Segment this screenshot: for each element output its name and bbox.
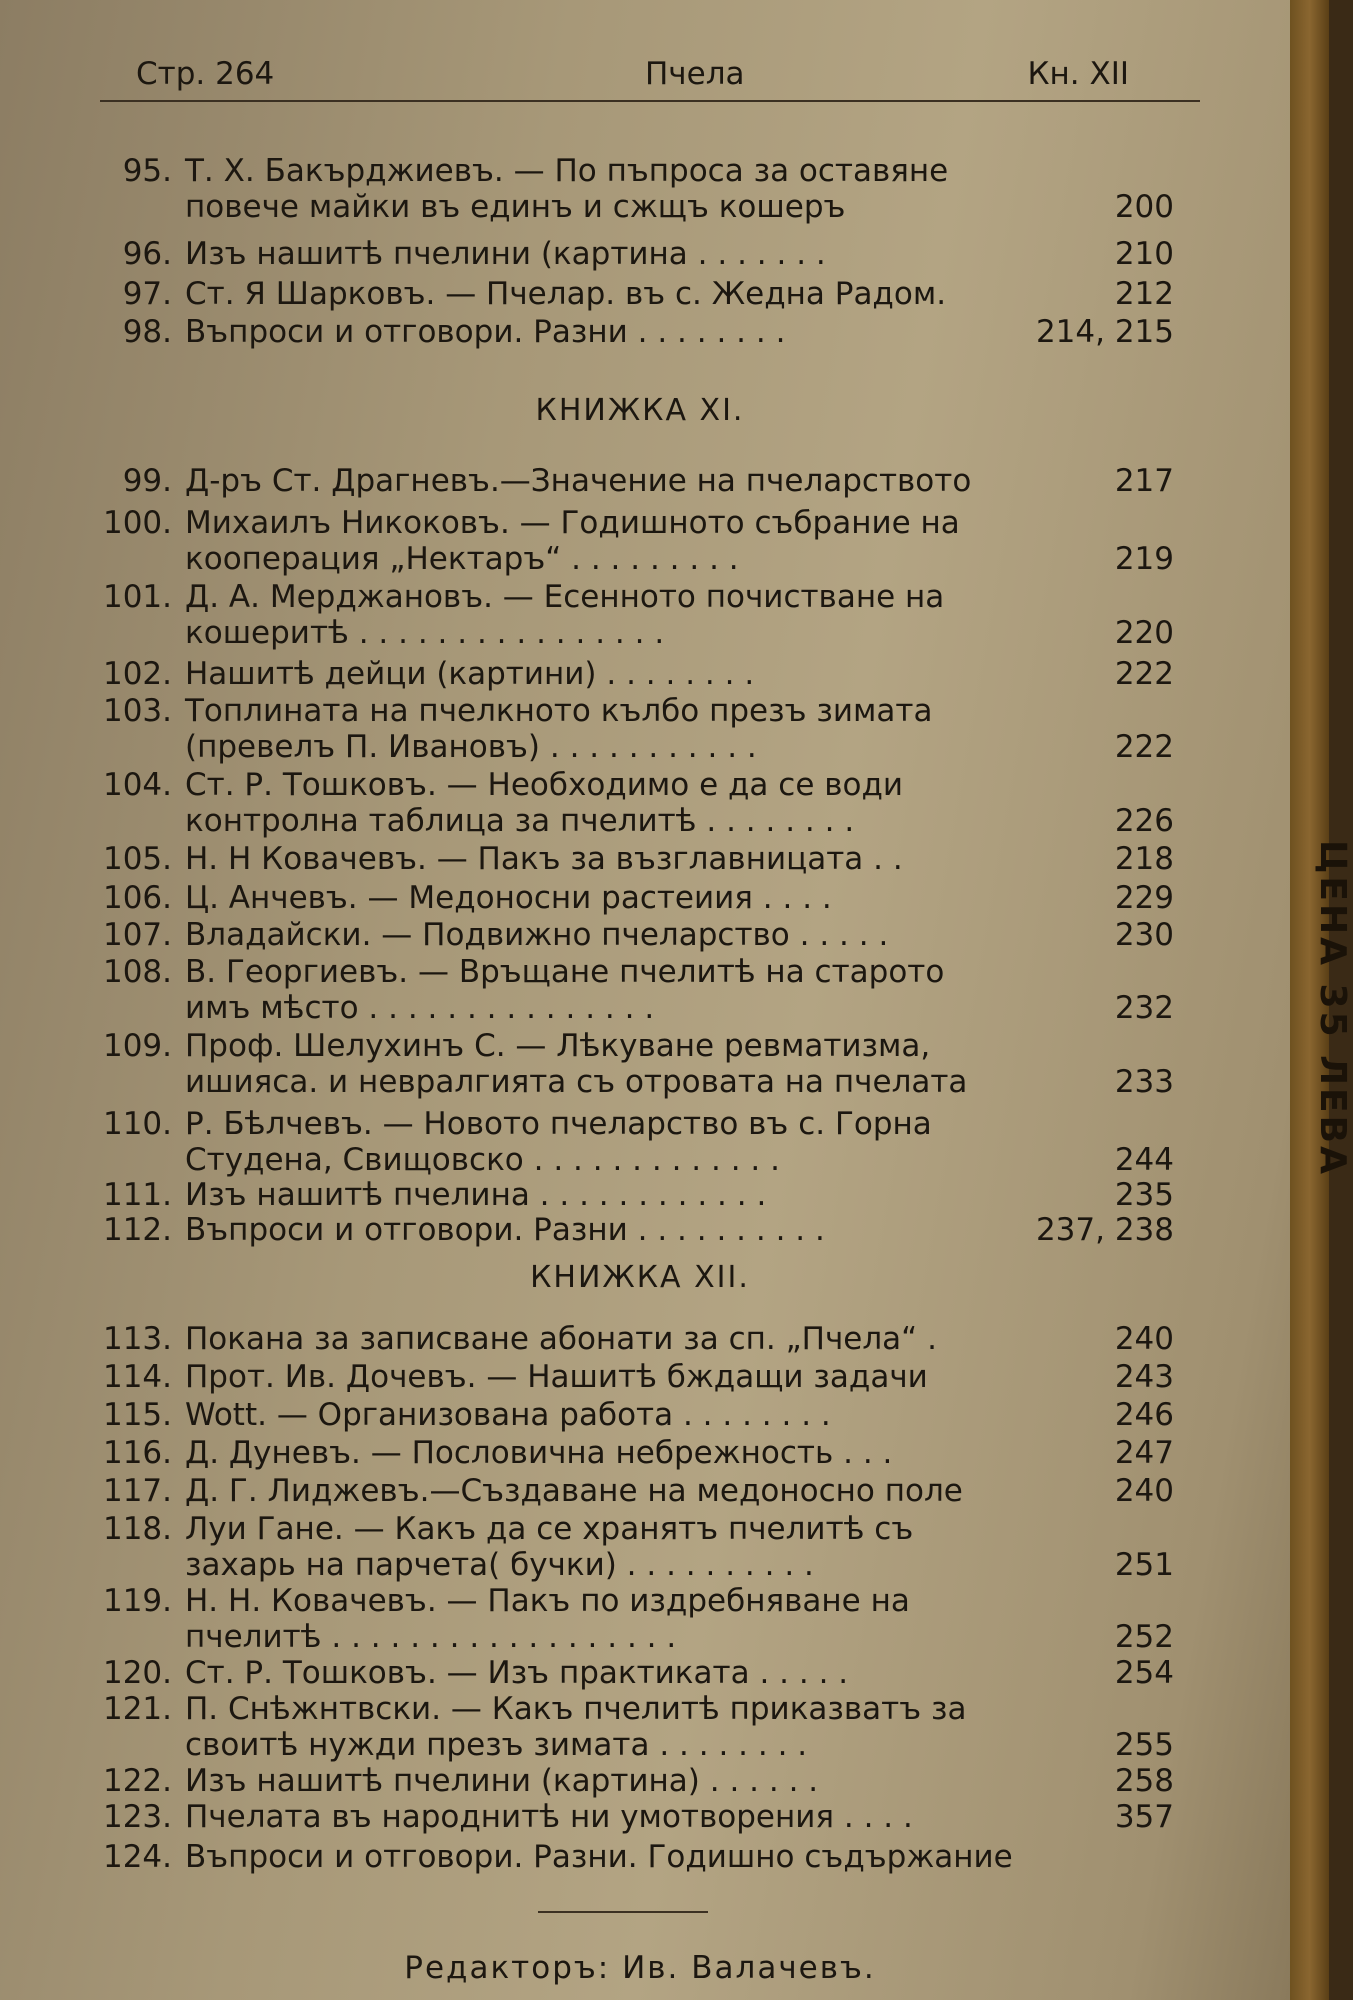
- entry-page: 247: [1114, 1435, 1174, 1471]
- entry-text: Т. Х. Бакърджиевъ. — По пъпроса за оставяне: [185, 153, 949, 189]
- entry-page: 229: [1114, 880, 1174, 916]
- entry-number: 118.: [102, 1511, 172, 1547]
- entry-text: Топлината на пчелкното кълбо презъ зимата: [185, 693, 933, 729]
- entry-number: 98.: [122, 314, 172, 350]
- entry-text: кошеритѣ . . . . . . . . . . . . . . . .: [185, 615, 665, 651]
- entry-page: 220: [1114, 615, 1174, 651]
- toc-entry-line: [100, 313, 1180, 351]
- entry-number: 114.: [102, 1359, 172, 1395]
- entry-text: Ст. Р. Тошковъ. — Изъ практиката . . . . .: [185, 1655, 849, 1691]
- entry-number: 112.: [102, 1212, 172, 1248]
- entry-text: Въпроси и отговори. Разни . . . . . . . . . .: [185, 1212, 825, 1248]
- toc-entry-line: [100, 1027, 1180, 1065]
- entry-page: 246: [1114, 1397, 1174, 1433]
- entry-text: Ст. Р. Тошковъ. — Необходимо е да се води: [185, 767, 904, 803]
- entry-number: 113.: [102, 1321, 172, 1357]
- toc-entry-line: [100, 766, 1180, 804]
- entry-page: 218: [1114, 841, 1174, 877]
- running-header: [100, 52, 1165, 102]
- entry-text: (превелъ П. Ивановъ) . . . . . . . . . . .: [185, 729, 757, 765]
- entry-number: 102.: [102, 656, 172, 692]
- entry-number: 99.: [122, 463, 172, 499]
- entry-page: 222: [1114, 656, 1174, 692]
- entry-page: 233: [1114, 1064, 1174, 1100]
- entry-text: ишияса. и невралгията съ отровата на пчелата: [185, 1064, 968, 1100]
- entry-text: повече майки въ единъ и сжщъ кошеръ: [185, 189, 846, 225]
- toc-entry-line: [100, 916, 1180, 954]
- entry-text: контролна таблица за пчелитѣ . . . . . . . .: [185, 803, 855, 839]
- entry-page: 357: [1114, 1799, 1174, 1835]
- toc-entry-line: [100, 728, 1180, 766]
- entry-page: 240: [1114, 1321, 1174, 1357]
- toc-entry-line: [100, 1472, 1180, 1510]
- entry-number: 117.: [102, 1473, 172, 1509]
- entry-number: 97.: [122, 276, 172, 312]
- entry-number: 101.: [102, 579, 172, 615]
- entry-number: 108.: [102, 954, 172, 990]
- entry-text: Н. Н Ковачевъ. — Пакъ за възглавницата . .: [185, 841, 903, 877]
- entry-text: Ц. Анчевъ. — Медоносни растеиия . . . .: [185, 880, 832, 916]
- entry-text: В. Георгиевъ. — Връщане пчелитѣ на старото: [185, 954, 945, 990]
- entry-text: Пчелата въ народнитѣ ни умотворения . . . .: [185, 1799, 913, 1835]
- entry-number: 122.: [102, 1763, 172, 1799]
- entry-page: 219: [1114, 541, 1174, 577]
- toc-entry-line: [100, 692, 1180, 730]
- entry-number: 105.: [102, 841, 172, 877]
- entry-number: 100.: [102, 505, 172, 541]
- toc-entry-line: [100, 1690, 1180, 1728]
- journal-title: Пчела: [645, 56, 745, 92]
- entry-text: Студена, Свищовско . . . . . . . . . . . . .: [185, 1142, 780, 1178]
- entry-number: 124.: [102, 1839, 172, 1875]
- entry-text: захарь на парчета( бучки) . . . . . . . . . .: [185, 1547, 814, 1583]
- entry-page: 258: [1114, 1763, 1174, 1799]
- entry-page: 200: [1114, 189, 1174, 225]
- toc-entry-line: [100, 504, 1180, 542]
- entry-text: Прот. Ив. Дочевъ. — Нашитѣ бждащи задачи: [185, 1359, 928, 1395]
- toc-entry-line: [100, 802, 1180, 840]
- toc-entry-line: [100, 614, 1180, 652]
- book-number: Кн. XII: [1027, 56, 1129, 92]
- toc-entry-line: [100, 1726, 1180, 1764]
- entry-text: Ст. Я Шарковъ. — Пчелар. въ с. Жедна Радом.: [185, 276, 947, 312]
- entry-number: 121.: [102, 1691, 172, 1727]
- toc-entry-line: [100, 1510, 1180, 1548]
- entry-page: 235: [1114, 1177, 1174, 1213]
- entry-number: 110.: [102, 1106, 172, 1142]
- entry-page: 252: [1114, 1619, 1174, 1655]
- entry-number: 116.: [102, 1435, 172, 1471]
- toc-entry-line: [100, 1176, 1180, 1214]
- entry-text: Владайски. — Подвижно пчеларство . . . . .: [185, 917, 889, 953]
- entry-page: 217: [1114, 463, 1174, 499]
- toc-entry-line: [100, 1063, 1180, 1101]
- toc-entry-line: [100, 1762, 1180, 1800]
- header-rule: [100, 100, 1200, 102]
- entry-text: Н. Н. Ковачевъ. — Пакъ по издребняване на: [185, 1583, 910, 1619]
- entry-text: Проф. Шелухинъ С. — Лѣкуване ревматизма,: [185, 1028, 931, 1064]
- toc-entry-line: [100, 1211, 1180, 1249]
- toc-entry-line: [100, 1654, 1180, 1692]
- toc-entry-line: [100, 1798, 1180, 1836]
- spine-label: ЦЕНА 35 ЛЕВА: [1312, 840, 1353, 1177]
- entry-text: кооперация „Нектаръ“ . . . . . . . . .: [185, 541, 739, 577]
- entry-page: 255: [1114, 1727, 1174, 1763]
- toc-entry-line: [100, 655, 1180, 693]
- entry-text: Д. Г. Лиджевъ.—Създаване на медоносно поле: [185, 1473, 963, 1509]
- toc-entry-line: [100, 840, 1180, 878]
- entry-page: 251: [1114, 1547, 1174, 1583]
- toc-entry-line: [100, 1546, 1180, 1584]
- entry-text: пчелитѣ . . . . . . . . . . . . . . . . . .: [185, 1619, 677, 1655]
- entry-number: 120.: [102, 1655, 172, 1691]
- toc-entry-line: [100, 989, 1180, 1027]
- toc-entry-line: [100, 953, 1180, 991]
- toc-entry-line: [100, 1358, 1180, 1396]
- entry-page: 212: [1114, 276, 1174, 312]
- entry-page: 222: [1114, 729, 1174, 765]
- entry-number: 111.: [102, 1177, 172, 1213]
- entry-number: 103.: [102, 693, 172, 729]
- entry-text: Въпроси и отговори. Разни. Годишно съдържание: [185, 1839, 1013, 1875]
- entry-number: 123.: [102, 1799, 172, 1835]
- entry-text: Д. Дуневъ. — Пословична небрежность . . .: [185, 1435, 893, 1471]
- entry-number: 107.: [102, 917, 172, 953]
- entry-page: 237, 238: [1035, 1212, 1174, 1248]
- toc-entry-line: [100, 1105, 1180, 1143]
- page-number: Стр. 264: [136, 56, 275, 92]
- toc-entry-line: [100, 275, 1180, 313]
- toc-entry-line: [100, 1434, 1180, 1472]
- entry-page: 230: [1114, 917, 1174, 953]
- toc-entry-line: [100, 1618, 1180, 1656]
- section-title: КНИЖКА XII.: [530, 1260, 750, 1295]
- toc-entry-line: [100, 1396, 1180, 1434]
- entry-number: 115.: [102, 1397, 172, 1433]
- entry-number: 96.: [122, 236, 172, 272]
- entry-number: 109.: [102, 1028, 172, 1064]
- entry-page: 232: [1114, 990, 1174, 1026]
- toc-entry-line: [100, 540, 1180, 578]
- entry-text: Нашитѣ дейци (картини) . . . . . . . .: [185, 656, 755, 692]
- entry-text: Михаилъ Никоковъ. — Годишното събрание на: [185, 505, 960, 541]
- entry-text: Изъ нашитѣ пчелина . . . . . . . . . . . .: [185, 1177, 767, 1213]
- section-title: КНИЖКА XI.: [535, 393, 745, 428]
- entry-text: Въпроси и отговори. Разни . . . . . . . .: [185, 314, 786, 350]
- toc-entry-line: [100, 462, 1180, 500]
- entry-text: Д-ръ Ст. Драгневъ.—Значение на пчеларството: [185, 463, 972, 499]
- entry-text: своитѣ нужди презъ зимата . . . . . . . .: [185, 1727, 808, 1763]
- entry-text: Д. А. Мерджановъ. — Есенното почистване на: [185, 579, 945, 615]
- entry-text: Р. Бѣлчевъ. — Новото пчеларство въ с. Горна: [185, 1106, 932, 1142]
- toc-entry-line: [100, 1838, 1180, 1876]
- toc-entry-line: [100, 1141, 1180, 1179]
- entry-page: 243: [1114, 1359, 1174, 1395]
- entry-text: Wott. — Организована работа . . . . . . . .: [185, 1397, 831, 1433]
- entry-text: Изъ нашитѣ пчелини (картина) . . . . . .: [185, 1763, 819, 1799]
- editor-credit: Редакторъ: Ив. Валачевъ.: [404, 1950, 876, 1986]
- entry-text: Покана за записване абонати за сп. „Пчела“ .: [185, 1321, 937, 1357]
- entry-text: П. Снѣжнтвски. — Какъ пчелитѣ приказватъ за: [185, 1691, 967, 1727]
- entry-text: Изъ нашитѣ пчелини (картина . . . . . . .: [185, 236, 826, 272]
- entry-page: 244: [1114, 1142, 1174, 1178]
- entry-number: 104.: [102, 767, 172, 803]
- toc-entry-line: [100, 1582, 1180, 1620]
- entry-page: 214, 215: [1035, 314, 1174, 350]
- entry-text: Луи Гане. — Какъ да се хранятъ пчелитѣ съ: [185, 1511, 914, 1547]
- entry-number: 95.: [122, 153, 172, 189]
- entry-number: 119.: [102, 1583, 172, 1619]
- entry-page: 240: [1114, 1473, 1174, 1509]
- footer-rule: [538, 1911, 708, 1913]
- toc-entry-line: [100, 1320, 1180, 1358]
- toc-entry-line: [100, 578, 1180, 616]
- entry-page: 210: [1114, 236, 1174, 272]
- toc-entry-line: [100, 235, 1180, 273]
- toc-entry-line: [100, 879, 1180, 917]
- toc-entry-line: [100, 152, 1180, 190]
- entry-page: 254: [1114, 1655, 1174, 1691]
- toc-entry-line: [100, 188, 1180, 226]
- entry-number: 106.: [102, 880, 172, 916]
- entry-page: 226: [1114, 803, 1174, 839]
- entry-text: имъ мѣсто . . . . . . . . . . . . . . .: [185, 990, 655, 1026]
